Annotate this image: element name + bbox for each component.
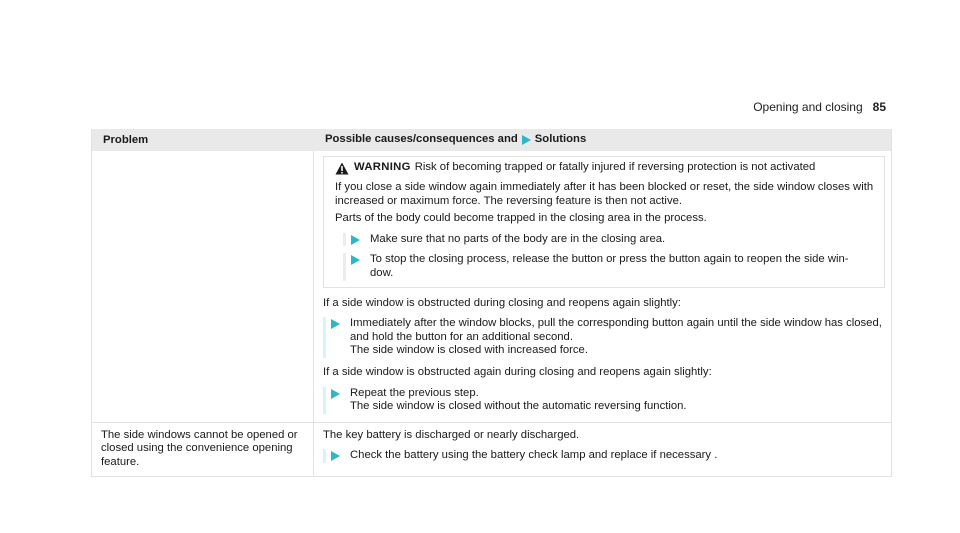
warning-step — [343, 253, 874, 280]
step-result: The side window is closed with increased force. — [350, 344, 588, 357]
step-text: Make sure that no parts of the body are in the closing area. — [370, 232, 666, 245]
step-content — [350, 387, 885, 414]
warning-text: If you close a side window again immediately after it has been blocked or reset, the side window closes with increased or maximum force. The reversing feature is then not active. — [335, 181, 874, 207]
page-header — [753, 101, 886, 115]
column-header-solutions — [314, 129, 891, 151]
arrow-right-icon — [331, 319, 340, 329]
solution-cell — [314, 151, 891, 422]
action-step — [323, 449, 885, 463]
problem-cell — [92, 423, 314, 476]
arrow-right-icon — [522, 135, 531, 145]
warning-label: WARNING — [354, 161, 411, 173]
condition-text: If a side window is obstructed again during closing and reopens again slightly: — [323, 365, 712, 378]
warning-heading — [335, 161, 874, 175]
troubleshooting-table — [91, 129, 892, 477]
arrow-right-icon — [331, 389, 340, 399]
table-row — [92, 151, 891, 422]
warning-title: Risk of becoming trapped or fatally injured if reversing protection is not activated — [414, 161, 816, 173]
column-header-suffix: Solutions — [534, 133, 587, 146]
arrow-right-icon — [331, 451, 340, 461]
action-step — [323, 317, 885, 358]
warning-triangle-icon — [335, 162, 349, 175]
column-header-prefix: Possible causes/consequences and — [325, 133, 518, 146]
problem-text: The side windows cannot be opened or closed using the convenience opening feature. — [101, 428, 298, 468]
step-result: The side window is closed without the automatic reversing function. — [350, 400, 687, 413]
step-bar — [343, 233, 346, 247]
cause-text: The key battery is discharged or nearly discharged. — [323, 428, 580, 441]
step-bar — [343, 253, 346, 280]
step-text: Check the battery using the battery check lamp and replace if necessary . — [350, 449, 718, 462]
section-title: Opening and closing — [753, 100, 863, 114]
step-text: Repeat the previous step. — [350, 386, 479, 399]
page-number: 85 — [872, 100, 886, 114]
warning-box — [323, 156, 885, 288]
step-bar — [323, 317, 326, 358]
step-text: Immediately after the window blocks, pull the corresponding button again until the side window has closed, and hold the button for an additional second. — [350, 317, 882, 343]
warning-text: Parts of the body could become trapped in the closing area in the process. — [335, 212, 707, 225]
table-row — [92, 422, 891, 476]
warning-step — [343, 233, 874, 247]
action-step — [323, 387, 885, 414]
step-bar — [323, 387, 326, 414]
arrow-right-icon — [351, 235, 360, 245]
step-bar — [323, 449, 326, 463]
table-header — [92, 129, 891, 151]
problem-cell — [92, 151, 314, 422]
solution-cell — [314, 423, 891, 476]
step-text: To stop the closing process, release the button or press the button again to reopen the side win- dow. — [370, 253, 849, 279]
step-content — [350, 317, 885, 358]
column-header-problem: Problem — [103, 134, 149, 146]
condition-text: If a side window is obstructed during closing and reopens again slightly: — [323, 296, 681, 309]
arrow-right-icon — [351, 255, 360, 265]
